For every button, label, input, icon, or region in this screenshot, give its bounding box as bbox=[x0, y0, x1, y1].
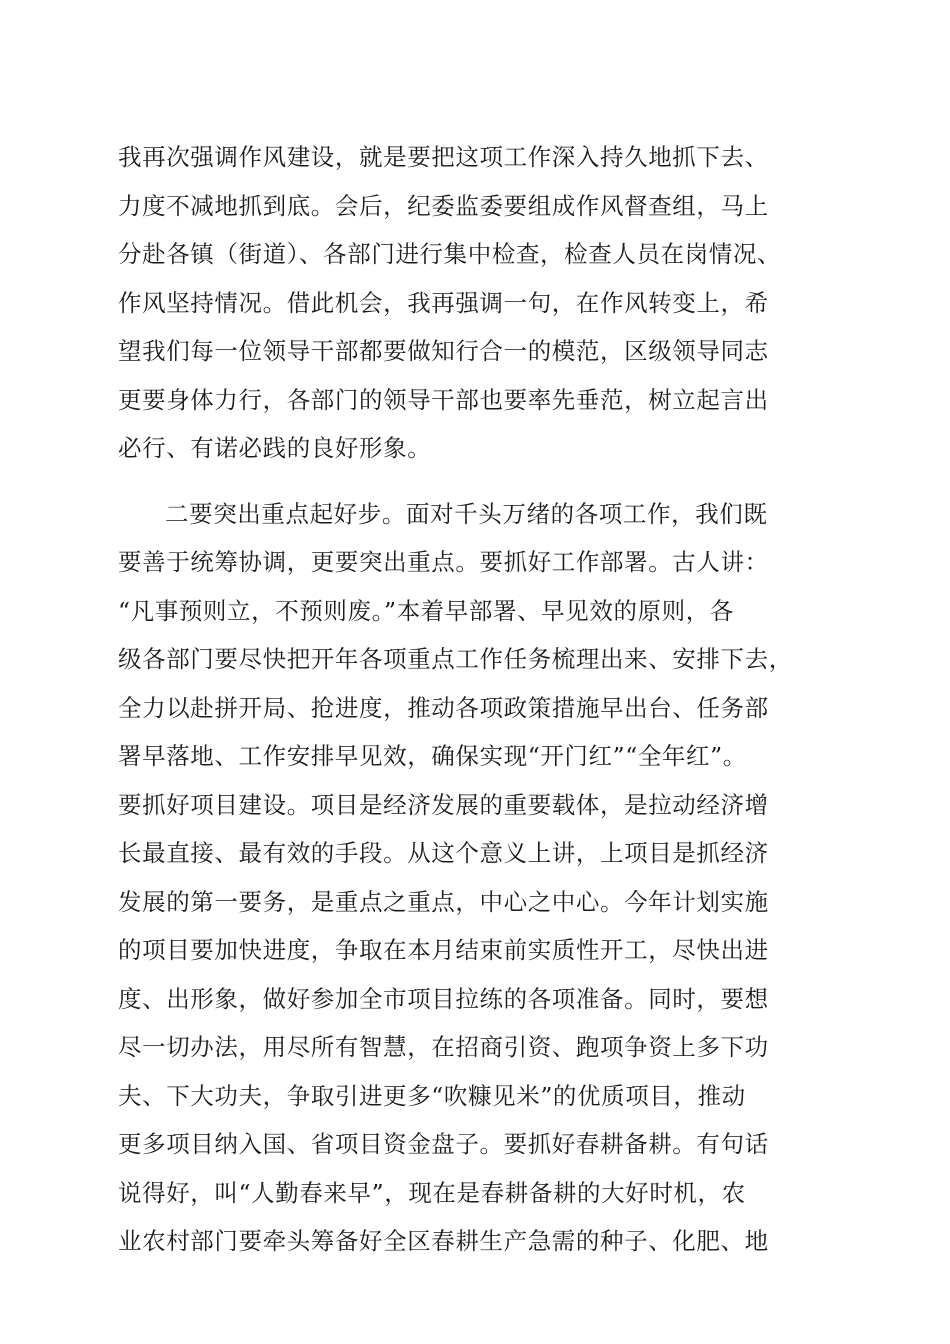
document-body bbox=[118, 133, 838, 1266]
text-line: 的项目要加快进度，争取在本月结束前实质性开工，尽快出进 bbox=[118, 936, 769, 964]
text-line: 更要身体力行，各部门的领导干部也要率先垂范，树立起言出 bbox=[118, 385, 769, 414]
text-line: 必行、有诺必践的良好形象。 bbox=[118, 434, 432, 462]
text-line: 度、出形象，做好参加全市项目拉练的各项准备。同时，要想 bbox=[118, 984, 769, 1013]
text-line: 要善于统筹协调，更要突出重点。要抓好工作部署。古人讲： bbox=[118, 548, 769, 576]
text-line: 我再次强调作风建设，就是要把这项工作深入持久地抓下去、 bbox=[118, 143, 769, 171]
text-line: 尽一切办法，用尽所有智慧，在招商引资、跑项争资上多下功 bbox=[118, 1033, 769, 1061]
text-line: 要抓好项目建设。项目是经济发展的重要载体，是拉动经济增 bbox=[118, 790, 769, 819]
text-line: 全力以赴拼开局、抢进度，推动各项政策措施早出台、任务部 bbox=[118, 693, 769, 722]
text-line: 长最直接、最有效的手段。从这个意义上讲，上项目是抓经济 bbox=[118, 839, 769, 867]
text-line: “凡事预则立，不预则废。”本着早部署、早见效的原则，各 bbox=[118, 596, 734, 625]
text-line: 级各部门要尽快把开年各项重点工作任务梳理出来、安排下去， bbox=[118, 645, 793, 673]
text-line: 说得好，叫“人勤春来早”，现在是春耕备耕的大好时机，农 bbox=[118, 1178, 746, 1207]
text-line: 作风坚持情况。借此机会，我再强调一句，在作风转变上，希 bbox=[118, 288, 769, 317]
paragraph-1 bbox=[118, 133, 838, 473]
text-line: 发展的第一要务，是重点之重点，中心之中心。今年计划实施 bbox=[118, 887, 769, 916]
text-line: 更多项目纳入国、省项目资金盘子。要抓好春耕备耕。有句话 bbox=[118, 1130, 769, 1158]
paragraph-2 bbox=[118, 490, 838, 1266]
text-line: 分赴各镇（街道）、各部门进行集中检查，检查人员在岗情况、 bbox=[118, 240, 782, 268]
text-line: 二要突出重点起好步。面对千头万绪的各项工作，我们既 bbox=[165, 499, 768, 528]
text-line: 力度不减地抓到底。会后，纪委监委要组成作风督查组，马上 bbox=[118, 191, 769, 220]
text-line: 业农村部门要牵头筹备好全区春耕生产急需的种子、化肥、地 bbox=[118, 1227, 769, 1255]
text-line: 夫、下大功夫，争取引进更多“吹糠见米”的优质项目，推动 bbox=[118, 1081, 746, 1110]
text-line: 署早落地、工作安排早见效，确保实现“开门红”“全年红”。 bbox=[118, 742, 747, 770]
text-line: 望我们每一位领导干部都要做知行合一的模范，区级领导同志 bbox=[118, 337, 769, 365]
